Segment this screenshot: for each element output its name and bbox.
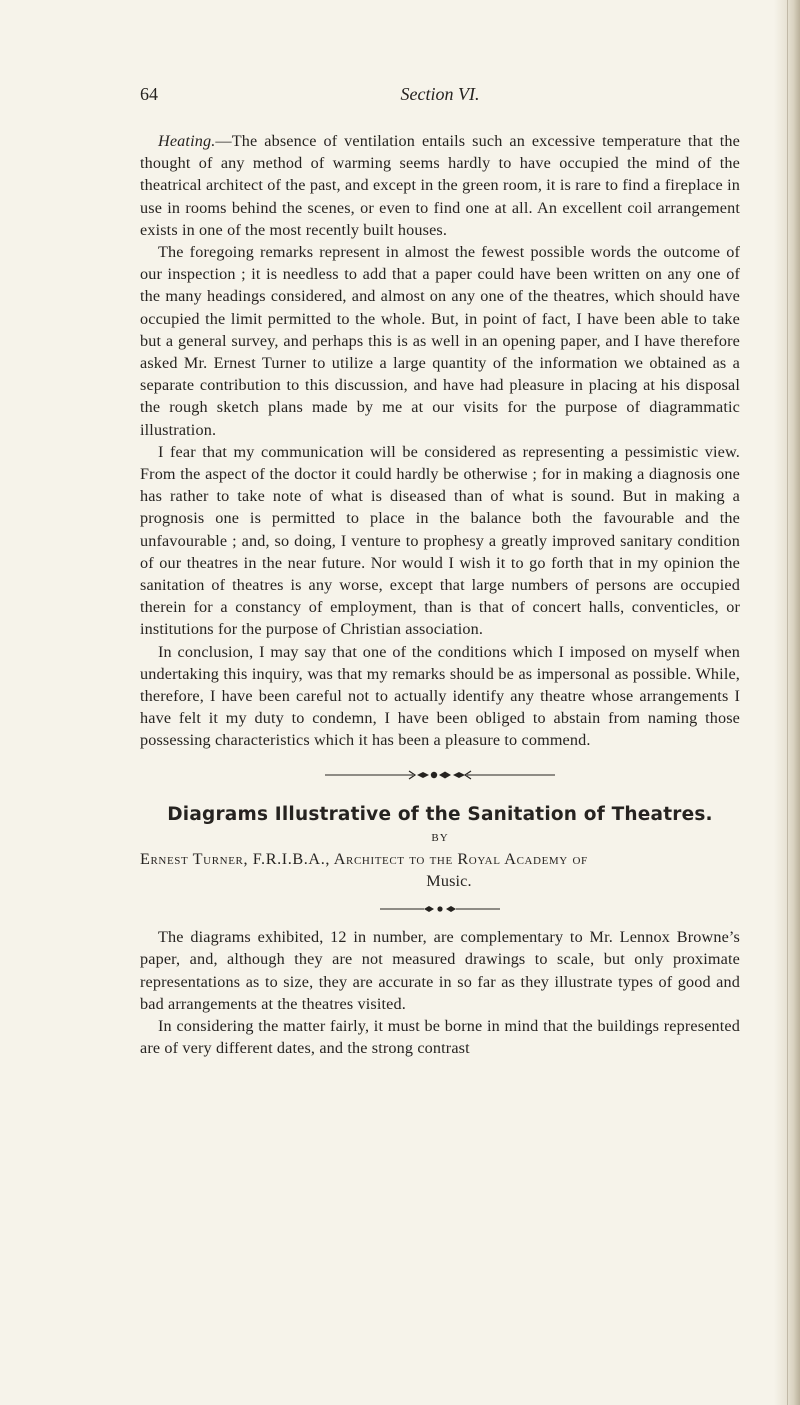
by-line: BY	[431, 831, 449, 844]
page-header	[140, 84, 740, 110]
author-name: Ernest Turner, F.R.I.B.A., Architect to the Royal Academy of	[140, 849, 588, 868]
author-line	[140, 848, 740, 870]
ornament-divider	[140, 758, 740, 792]
ornament-small-icon	[380, 904, 500, 914]
section-title: Diagrams Illustrative of the Sanitation of Theatres.	[167, 803, 713, 825]
run-in-heading: Heating.	[158, 132, 216, 150]
page-edge-line	[787, 0, 788, 1405]
author-line-continued: Music.	[426, 871, 472, 890]
running-head: Section VI.	[400, 84, 480, 104]
ornament-rule-icon	[325, 768, 555, 782]
page-number: 64	[140, 84, 158, 104]
paragraph-pessimistic: I fear that my communication will be considered as representing a pessimistic view. From the aspect of the doctor it could hardly be otherwise ; for in making a diagnosis one has rather to take note of what is diseased than of what is sound. But in making a prognosis one is permitted to place in the balance both the favourable and the unfavourable ; and, so doing, I venture to prophesy a greatly improved sanitary condition of our theatres in the near future. Nor would I wish it to go forth that in my opinion the sanitation of theatres is any worse, except that large numbers of persons are occupied therein for a constancy of employment, than is that of concert halls, conventicles, or institutions for the purpose of Christian association.	[140, 442, 740, 639]
paragraph-foregoing: The foregoing remarks represent in almost the fewest possible words the outcome of our inspection ; it is needless to add that a paper could have been written on any one of the many headings considered, and almost on any one of the theatres, which should have occupied the limit permitted to the whole. But, in point of fact, I have been able to take but a general survey, and perhaps this is as well in an opening paper, and I have therefore asked Mr. Ernest Turner to utilize a large quantity of the information we obtained as a separate contribution to this discussion, and have had pleasure in placing at his disposal the rough sketch plans made by me at our visits for the purpose of diagrammatic illustration.	[140, 243, 740, 439]
paragraph-diagrams: The diagrams exhibited, 12 in number, are complementary to Mr. Lennox Browne’s paper, and, although they are not measured drawings to scale, but only proximate representations as to size, they are accurate in so far as they illustrate types of good and bad arrangements at the theatres visited.	[140, 928, 740, 1013]
paragraph-heating	[140, 130, 740, 241]
paragraph-considering: In considering the matter fairly, it must be borne in mind that the buildings represented are of very different dates, and the strong contrast	[140, 1016, 740, 1058]
ornament-small-divider	[140, 896, 740, 922]
paragraph-conclusion: In conclusion, I may say that one of the conditions which I imposed on myself when undertaking this inquiry, was that my remarks should be as impersonal as possible. While, therefore, I have been careful not to actually identify any theatre whose arrangements I have felt it my duty to condemn, I have been obliged to abstain from naming those possessing characteristics which it has been a pleasure to commend.	[140, 642, 740, 750]
paragraph-text: —The absence of ventilation entails such an excessive temperature that the thought of any method of warming seems hardly to have occupied the mind of the theatrical architect of the past, and except in the green room, it is rare to find a fireplace in use in rooms behind the scenes, or even to find one at all. An excellent coil arrangement exists in one of the most recently built houses.	[140, 132, 740, 239]
body-text	[140, 130, 740, 1059]
